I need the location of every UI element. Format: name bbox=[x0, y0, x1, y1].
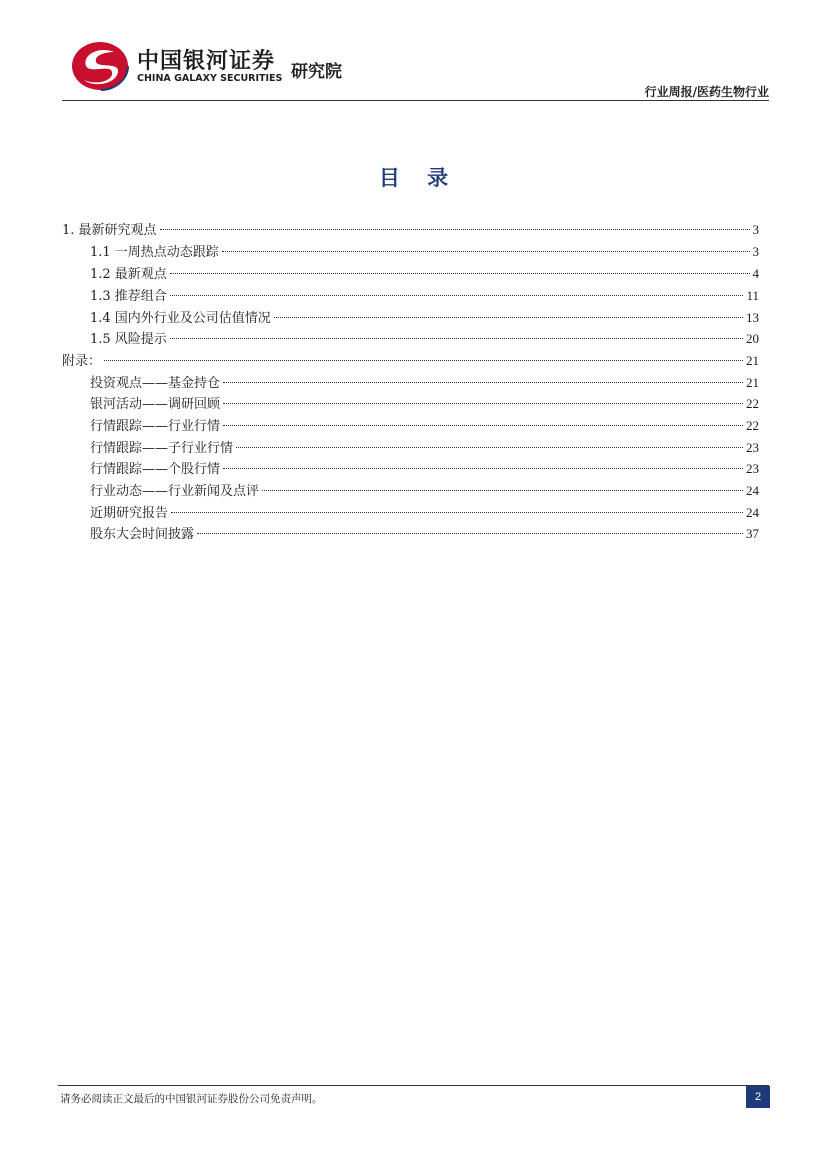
toc-entry-label: 行业动态——行业新闻及点评 bbox=[90, 482, 261, 502]
toc-entry[interactable] bbox=[0, 308, 827, 328]
toc-entry[interactable] bbox=[0, 481, 827, 501]
toc-entry-page: 11 bbox=[746, 288, 759, 303]
toc-entry-page: 22 bbox=[746, 396, 759, 411]
toc-leader bbox=[223, 425, 743, 426]
toc-leader bbox=[170, 273, 750, 274]
toc-entry-page: 23 bbox=[746, 440, 759, 455]
toc-entry[interactable] bbox=[0, 264, 827, 284]
toc-leader bbox=[223, 382, 743, 383]
brand-name-en: CHINA GALAXY SECURITIES bbox=[137, 73, 283, 84]
toc-entry-page: 37 bbox=[746, 526, 759, 541]
toc-entry-label: 股东大会时间披露 bbox=[90, 525, 196, 545]
toc-entry-page: 24 bbox=[746, 483, 759, 498]
toc-entry-page: 3 bbox=[752, 222, 759, 237]
toc-leader bbox=[171, 512, 743, 513]
toc-entry-page: 21 bbox=[746, 353, 759, 368]
toc-leader bbox=[222, 251, 750, 252]
toc-entry[interactable] bbox=[0, 286, 827, 306]
report-category: 行业周报/医药生物行业 bbox=[644, 85, 769, 99]
toc-entry[interactable] bbox=[0, 329, 827, 349]
galaxy-logo-icon bbox=[70, 40, 130, 92]
institute-label: 研究院 bbox=[291, 62, 342, 82]
disclaimer-note: 请务必阅读正文最后的中国银河证券股份公司免责声明。 bbox=[60, 1093, 323, 1105]
toc-entry[interactable] bbox=[0, 242, 827, 262]
brand-name-cn: 中国银河证券 bbox=[137, 49, 276, 74]
toc-entry-page: 24 bbox=[746, 505, 759, 520]
toc-entry[interactable] bbox=[0, 220, 827, 240]
toc-entry-label: 1.3 推荐组合 bbox=[90, 287, 169, 307]
page-number: 2 bbox=[746, 1086, 770, 1108]
toc-entry[interactable] bbox=[0, 438, 827, 458]
toc-entry-label: 附录： bbox=[62, 352, 103, 372]
toc-entry-label: 1.1 一周热点动态跟踪 bbox=[90, 243, 221, 263]
toc-entry-page: 22 bbox=[746, 418, 759, 433]
toc-leader bbox=[170, 295, 744, 296]
toc-entry[interactable] bbox=[0, 351, 827, 371]
toc-leader bbox=[223, 403, 743, 404]
toc-entry[interactable] bbox=[0, 373, 827, 393]
toc-entry-page: 23 bbox=[746, 461, 759, 476]
header-divider bbox=[62, 100, 769, 101]
toc-entry-label: 行情跟踪——子行业行情 bbox=[90, 439, 235, 459]
toc-entry-label: 1.4 国内外行业及公司估值情况 bbox=[90, 309, 273, 329]
toc-entry-page: 20 bbox=[746, 331, 759, 346]
toc-entry-page: 21 bbox=[746, 375, 759, 390]
footer-divider bbox=[58, 1085, 769, 1086]
toc-entry[interactable] bbox=[0, 503, 827, 523]
toc-entry[interactable] bbox=[0, 416, 827, 436]
toc-leader bbox=[197, 533, 743, 534]
toc-leader bbox=[223, 468, 743, 469]
toc-entry[interactable] bbox=[0, 524, 827, 544]
toc-entry-label: 行情跟踪——个股行情 bbox=[90, 460, 222, 480]
toc-title: 目 录 bbox=[378, 166, 459, 190]
toc-entry-label: 1.5 风险提示 bbox=[90, 330, 169, 350]
toc-entry-label: 1.2 最新观点 bbox=[90, 265, 169, 285]
toc-leader bbox=[262, 490, 743, 491]
toc-leader bbox=[170, 338, 743, 339]
toc-entry-label: 投资观点——基金持仓 bbox=[90, 374, 222, 394]
toc-entry[interactable] bbox=[0, 459, 827, 479]
toc-entry-label: 行情跟踪——行业行情 bbox=[90, 417, 222, 437]
toc-entry-page: 13 bbox=[746, 310, 759, 325]
toc-leader bbox=[236, 447, 743, 448]
toc-entry-label: 银河活动——调研回顾 bbox=[90, 395, 222, 415]
toc-entry-page: 3 bbox=[752, 244, 759, 259]
toc-entry[interactable] bbox=[0, 394, 827, 414]
toc-entry-page: 4 bbox=[752, 266, 759, 281]
toc-leader bbox=[160, 229, 750, 230]
toc-leader bbox=[274, 317, 743, 318]
toc-leader bbox=[104, 360, 743, 361]
toc-entry-label: 1. 最新研究观点 bbox=[62, 221, 159, 241]
toc-entry-label: 近期研究报告 bbox=[90, 504, 170, 524]
